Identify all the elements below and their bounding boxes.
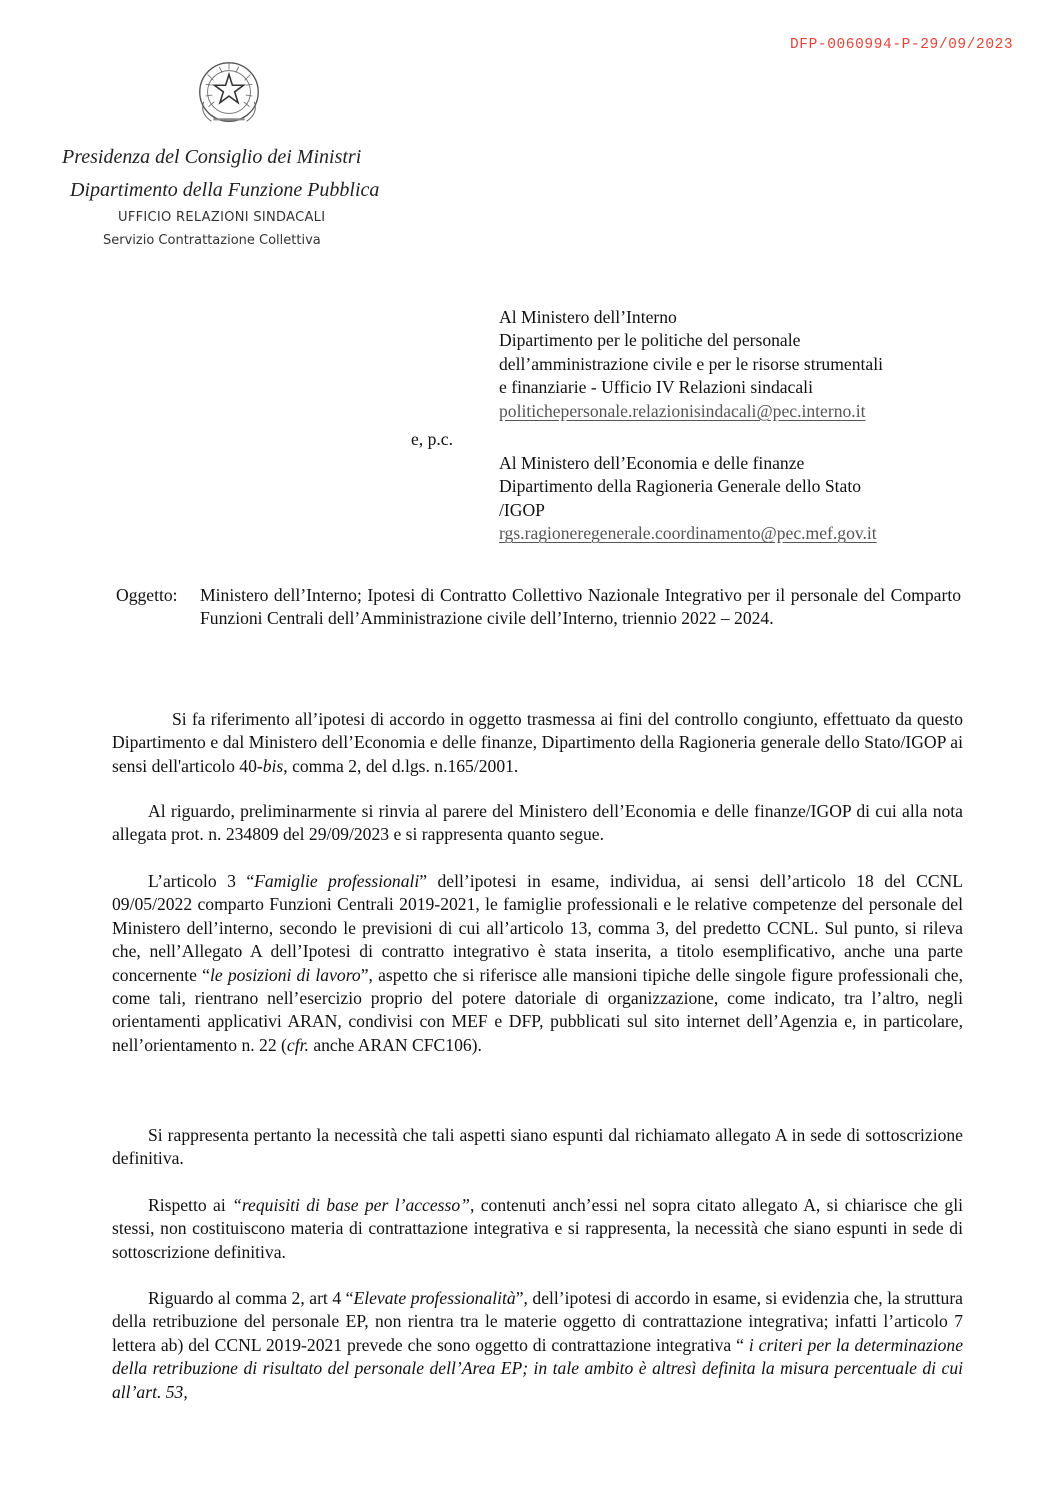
body-paragraph-6 <box>112 1287 963 1404</box>
recipient-line: Dipartimento per le politiche del personale <box>499 330 801 351</box>
recipient-line: Dipartimento della Ragioneria Generale dello Stato <box>499 476 862 497</box>
paragraph-italic: Elevate professionalità <box>353 1288 516 1308</box>
recipient-email-link[interactable]: rgs.ragioneregenerale.coordinamento@pec.mef.gov.it <box>499 523 877 544</box>
paragraph-italic: Famiglie professionali <box>254 871 420 891</box>
body-paragraph-5 <box>112 1194 963 1264</box>
recipient-line: e finanziarie - Ufficio IV Relazioni sindacali <box>499 377 813 398</box>
body-paragraph-3 <box>112 870 963 1057</box>
paragraph-text: , contenuti anch’essi nel sopra citato allegato A, si chiarisce che gli stessi, non costituiscono materia di contrattazione integrativa e si rappresenta, la necessità che siano espunti in sede di sottoscrizione definitiva. <box>112 1195 963 1262</box>
cc-label: e, p.c. <box>411 429 454 449</box>
paragraph-text: L’articolo 3 “ <box>148 871 255 891</box>
recipient-line: Al Ministero dell’Interno <box>499 307 677 327</box>
paragraph-text: Si fa riferimento all’ipotesi di accordo in oggetto trasmessa ai fini del controllo congiunto, effettuato da questo Dipartimento e dal Ministero dell’Economia e delle finanze, Dipartimento della Ragioneria generale dello Stato/IGOP ai sensi dell'articolo 40- <box>112 709 963 776</box>
subject-text: Ministero dell’Interno; Ipotesi di Contratto Collettivo Nazionale Integrativo per il personale del Comparto Funzioni Centrali dell’Amministrazione civile dell’Interno, triennio 2022 – 2024. <box>200 585 961 629</box>
recipient-block-secondary <box>499 452 877 546</box>
paragraph-text: , comma 2, del d.lgs. n.165/2001. <box>283 755 519 776</box>
subject-label: Oggetto: <box>116 585 178 605</box>
body-paragraph-4 <box>112 1124 963 1171</box>
letterhead-service: Servizio Contrattazione Collettiva <box>103 233 321 248</box>
paragraph-text: Si rappresenta pertanto la necessità che tali aspetti siano espunti dal richiamato allegato A in sede di sottoscrizione definitiva. <box>112 1125 963 1169</box>
paragraph-italic: bis <box>262 755 284 776</box>
paragraph-text: ”, dell’ipotesi di accordo in esame, si evidenzia che, la struttura della retribuzione del personale EP, non rientra tra le materie oggetto di contrattazione integrativa; infatti l’articolo 7 lettera ab) del CCNL 2019-2021 prevede che sono oggetto di contrattazione integrativa “ <box>112 1288 963 1355</box>
paragraph-text: anche ARAN CFC106). <box>308 1034 482 1055</box>
letterhead-presidenza: Presidenza del Consiglio dei Ministri <box>62 146 362 168</box>
paragraph-text: Riguardo al comma 2, art 4 “ <box>148 1288 354 1308</box>
recipient-block-primary <box>499 306 883 423</box>
paragraph-text: ” dell’ipotesi in esame, individua, ai sensi dell’articolo 18 del CCNL 09/05/2022 comparto Funzioni Centrali 2019-2021, le famiglie professionali e le relative competenze del personale del Ministero dell’interno, secondo le previsioni di cui all’articolo 13, comma 3, del predetto CCNL. Sul punto, si rileva che, nell’Allegato A dell’Ipotesi di contratto integrativo è stata inserita, a titolo esemplificativo, anche una parte concernente “ <box>112 871 964 985</box>
paragraph-text: Rispetto ai <box>148 1195 233 1215</box>
paragraph-text: ”, aspetto che si riferisce alle mansioni tipiche delle singole figure professionali che, come tali, rientrano nell’esercizio proprio del potere datoriale di organizzazione, come indicato, tra l’altro, negli orientamenti applicativi ARAN, condivisi con MEF e DFP, pubblicati sul sito internet dell’Agenzia e, in particolare, nell’orientamento n. 22 ( <box>112 964 964 1055</box>
body-paragraph-1 <box>112 708 963 778</box>
letterhead-office: UFFICIO RELAZIONI SINDACALI <box>118 210 326 225</box>
paragraph-italic: i criteri per la determinazione della retribuzione di risultato del personale dell’Area EP; in tale ambito è altresì definita la misura percentuale di cui all’art. 53, <box>112 1334 963 1402</box>
italian-republic-emblem-icon <box>190 55 268 133</box>
paragraph-text: Al riguardo, preliminarmente si rinvia al parere del Ministero dell’Economia e delle finanze/IGOP di cui alla nota allegata prot. n. 234809 del 29/09/2023 e si rappresenta quanto segue. <box>112 801 963 845</box>
protocol-number: DFP-0060994-P-29/09/2023 <box>790 37 1014 53</box>
letterhead-dipartimento: Dipartimento della Funzione Pubblica <box>70 179 380 201</box>
paragraph-italic: le posizioni di lavoro <box>209 964 361 985</box>
paragraph-italic: “requisiti di base per l’accesso” <box>232 1195 470 1215</box>
recipient-line: dell’amministrazione civile e per le risorse strumentali <box>499 353 883 374</box>
recipient-line: /IGOP <box>499 499 545 520</box>
paragraph-italic: cfr. <box>286 1034 309 1055</box>
recipient-email-link[interactable]: politichepersonale.relazionisindacali@pec.interno.it <box>499 400 866 421</box>
body-paragraph-2 <box>112 800 963 847</box>
subject-block <box>116 584 961 630</box>
recipient-line: Al Ministero dell’Economia e delle finanze <box>499 453 805 473</box>
